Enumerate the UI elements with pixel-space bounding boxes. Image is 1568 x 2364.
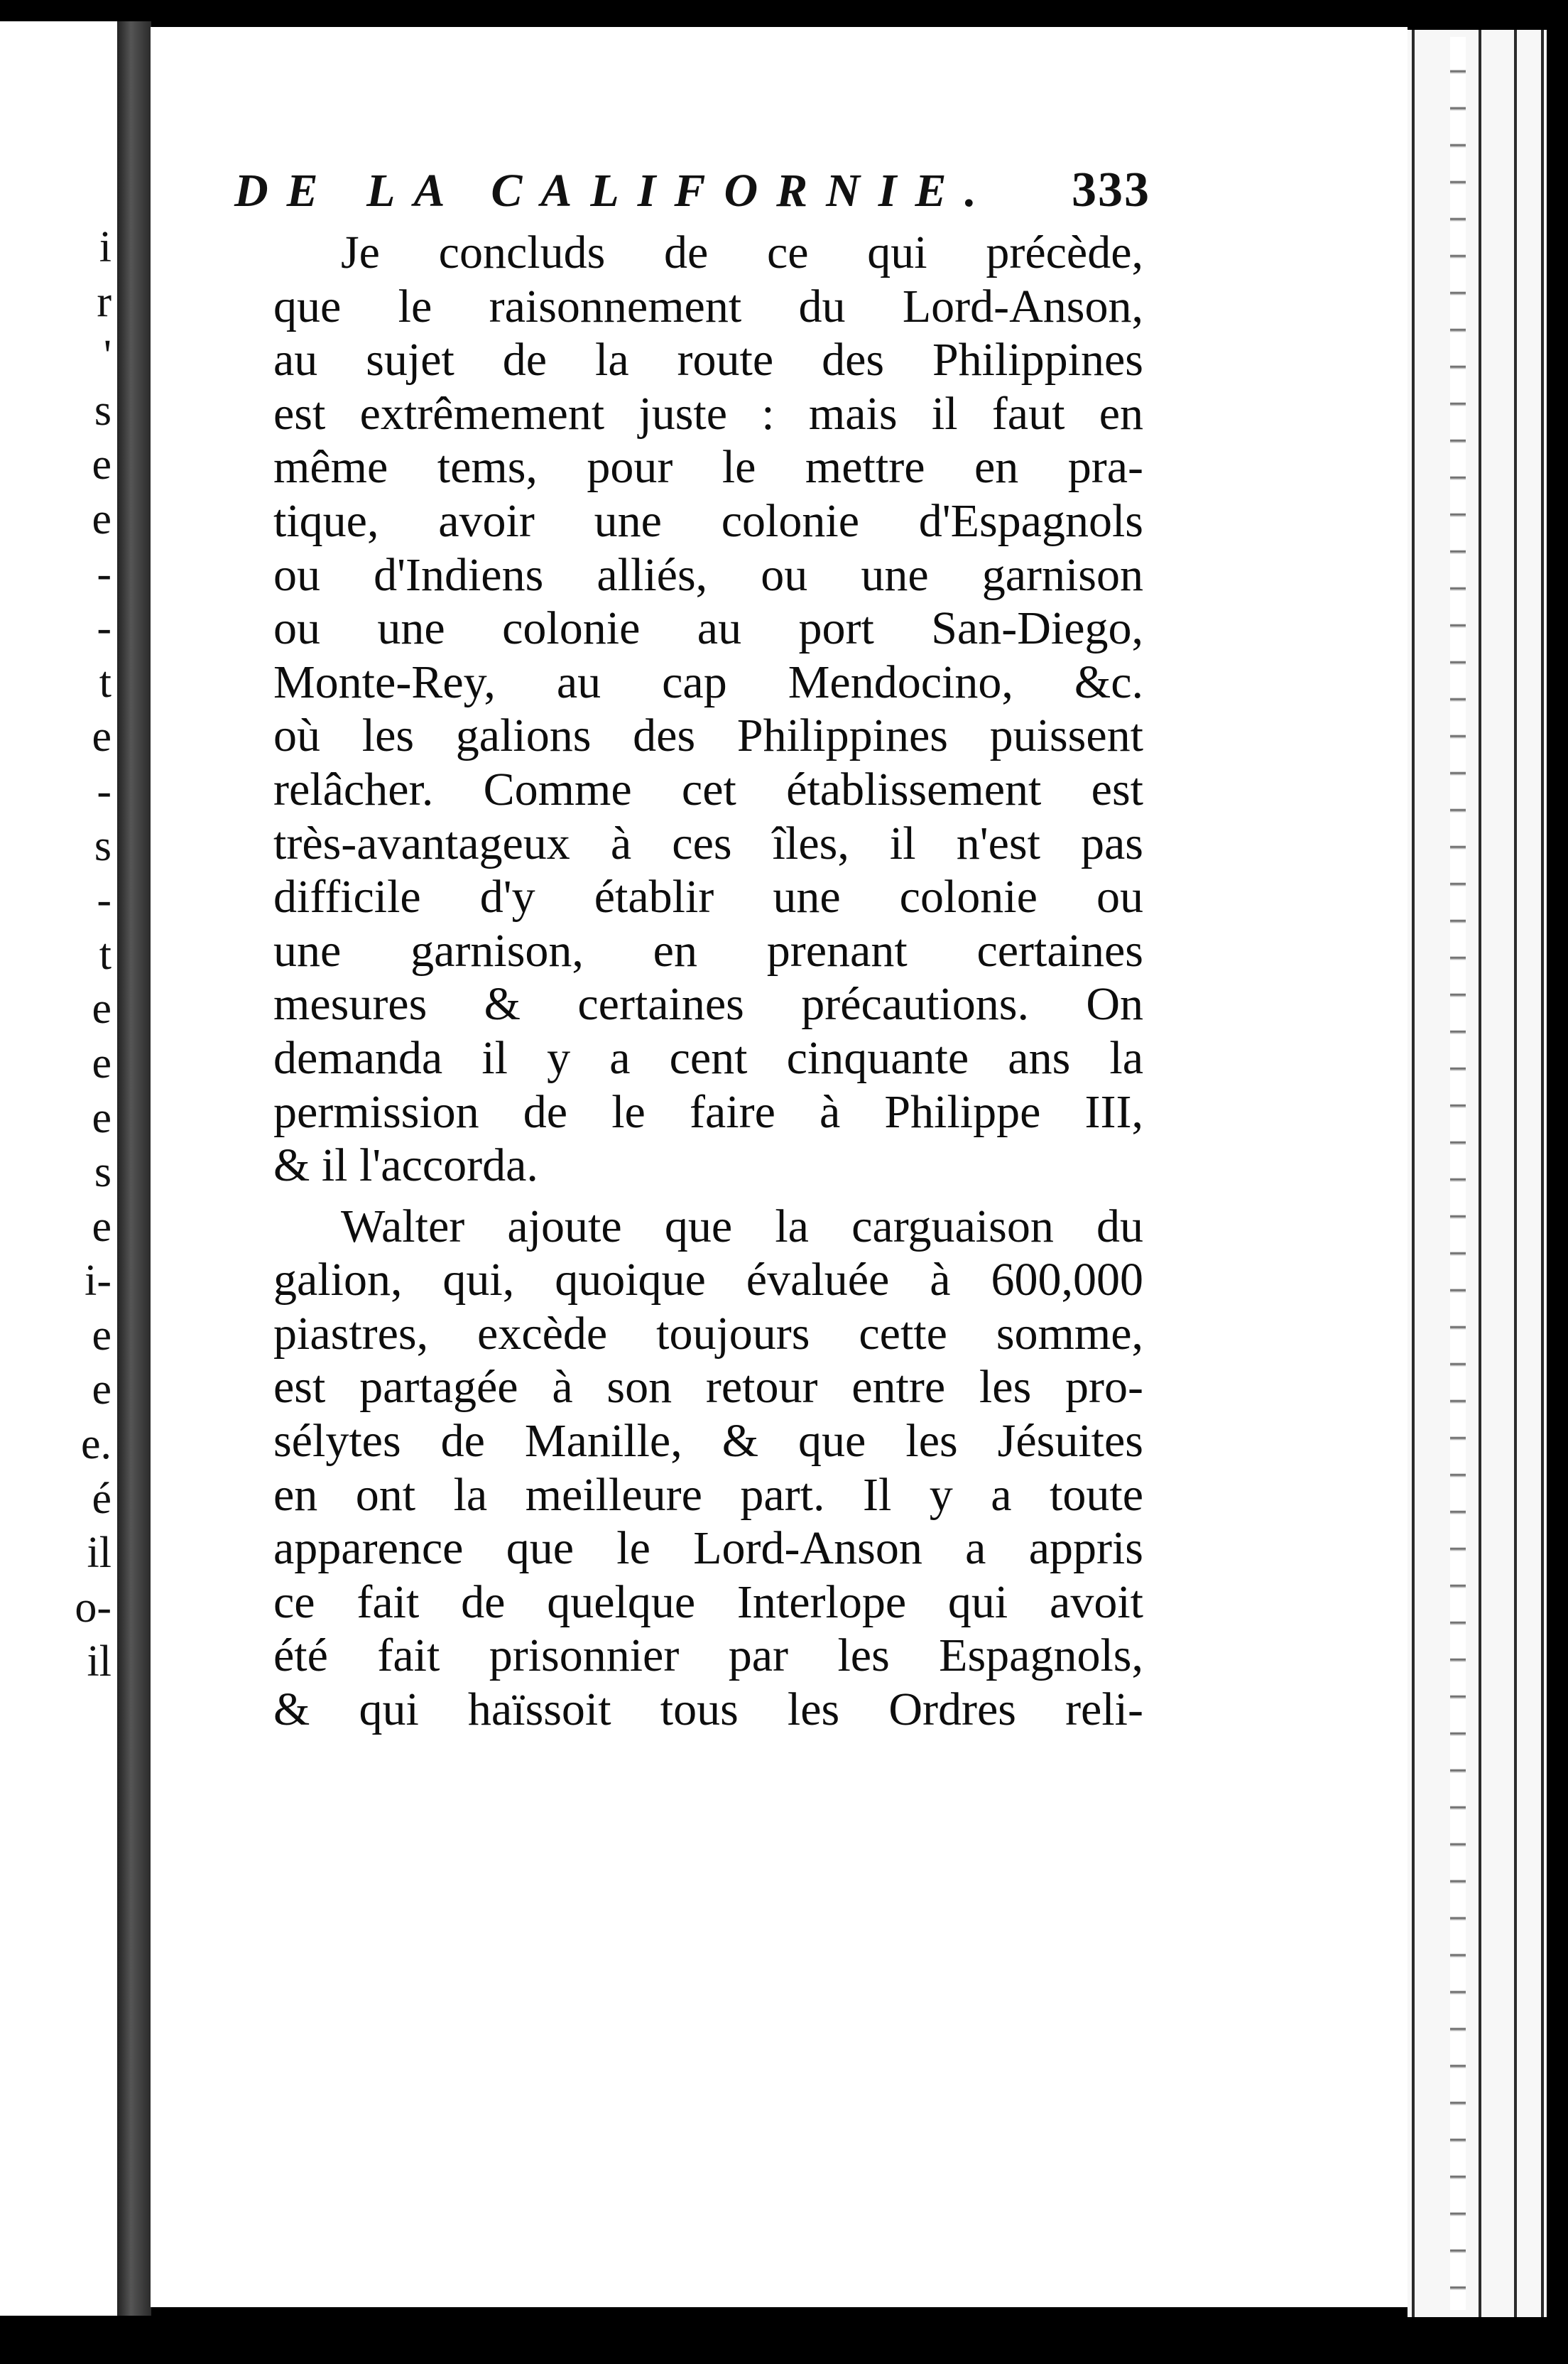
left-fragment: e [92,494,111,543]
text-line: & il l'accorda. [273,1139,538,1192]
book-gutter [117,21,151,2316]
text-line: mesures & certaines précautions. On [273,978,1143,1031]
left-fragment: - [97,604,111,653]
left-fragment: r [97,277,111,326]
left-fragment: s [94,1148,111,1197]
text-line: apparence que le Lord-Anson a appris [273,1522,1143,1575]
left-fragment: s [94,821,111,870]
left-fragment: s [94,386,111,435]
text-line: est partagée à son retour entre les pro- [273,1361,1143,1414]
text-line: & qui haïssoit tous les Ordres reli- [273,1683,1143,1736]
text-line: que le raisonnement du Lord-Anson, [273,280,1143,332]
text-line: une garnison, en prenant certaines [273,924,1143,977]
left-fragment: e [92,1093,111,1142]
left-fragment: e [92,985,111,1034]
left-fragment: e [92,712,111,761]
text-line: Monte-Rey, au cap Mendocino, &c. [273,656,1143,708]
text-line: permission de le faire à Philippe III, [273,1085,1143,1138]
text-line: ou une colonie au port San-Diego, [273,602,1143,655]
left-fragment: e [92,1202,111,1251]
text-line: très-avantageux à ces îles, il n'est pas [273,817,1143,869]
text-line: relâcher. Comme cet établissement est [273,763,1143,815]
text-line: ou d'Indiens alliés, ou une garnison [273,548,1143,601]
text-line: demanda il y a cent cinquante ans la [273,1031,1143,1084]
left-fragment: il [87,1637,111,1686]
left-fragment: ' [103,332,111,381]
left-facing-page [0,21,121,2316]
text-line: tique, avoir une colonie d'Espagnols [273,494,1143,547]
page-number: 333 [1072,163,1150,217]
left-page-text-fragments [55,220,111,1689]
left-fragment: il [87,1529,111,1578]
text-line: Walter ajoute que la carguaison du [341,1200,1143,1252]
left-fragment: e [92,440,111,489]
body-text [273,226,1143,1737]
page-block-edges [1408,30,1547,2317]
left-fragment: - [97,876,111,925]
left-fragment: e [92,1311,111,1360]
text-line: difficile d'y établir une colonie ou [273,871,1143,923]
text-line: piastres, excède toujours cette somme, [273,1307,1143,1360]
text-line: ce fait de quelque Interlope qui avoit [273,1576,1143,1628]
left-fragment: e [92,1039,111,1088]
left-fragment: o- [75,1583,111,1632]
text-line: est extrêmement juste : mais il faut en [273,387,1143,440]
left-fragment: - [97,549,111,598]
text-line: même tems, pour le mettre en pra- [273,441,1143,494]
left-fragment: i [99,223,111,271]
left-fragment: é [92,1474,111,1523]
text-line: galion, qui, quoique évaluée à 600,000 [273,1254,1143,1306]
running-title: DE LA CALIFORNIE. [234,165,995,217]
left-fragment: - [97,766,111,815]
running-head [234,162,1150,219]
left-fragment: e [92,1365,111,1414]
text-line: où les galions des Philippines puissent [273,710,1143,762]
text-line: été fait prisonnier par les Espagnols, [273,1630,1143,1682]
text-line: en ont la meilleure part. Il y a toute [273,1468,1143,1521]
left-fragment: t [99,930,111,979]
text-line: sélytes de Manille, & que les Jésuites [273,1415,1143,1468]
left-fragment: i- [85,1257,111,1306]
text-line: Je concluds de ce qui précède, [341,227,1143,278]
left-fragment: t [99,658,111,707]
left-fragment: e. [80,1420,111,1469]
text-line: au sujet de la route des Philippines [273,334,1143,386]
